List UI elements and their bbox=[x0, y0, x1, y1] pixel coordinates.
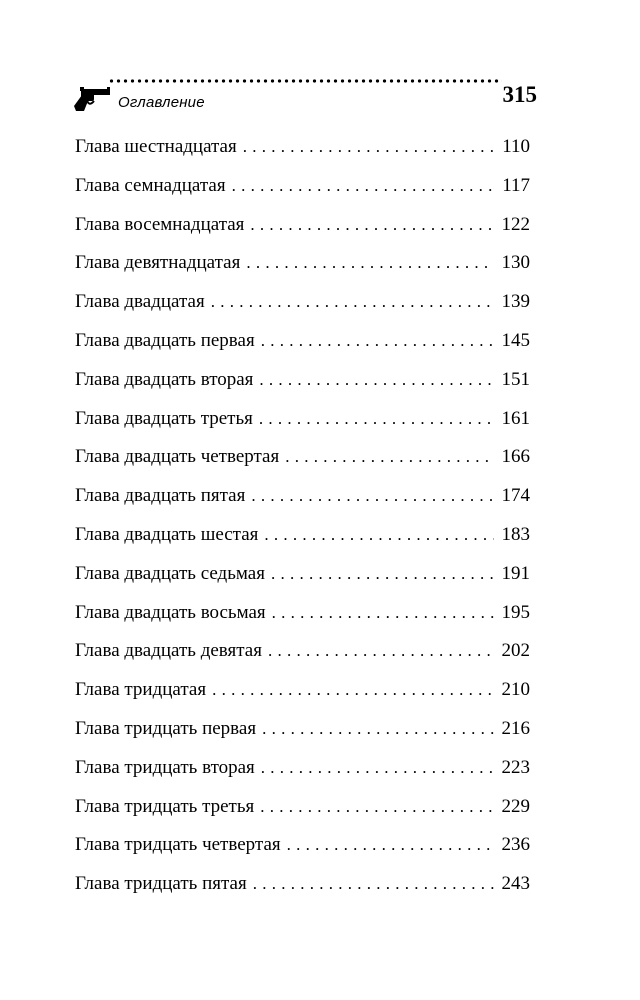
toc-dot-leader bbox=[251, 477, 494, 516]
toc-entry bbox=[75, 244, 530, 283]
toc-entry bbox=[75, 671, 530, 710]
toc-entry-title: Глава тридцать первая bbox=[75, 717, 257, 739]
toc-dot-leader bbox=[271, 555, 494, 594]
toc-entry-page-number: 110 bbox=[502, 136, 530, 157]
toc-entry bbox=[75, 438, 530, 477]
toc-dot-leader bbox=[253, 865, 494, 904]
toc-entry-page-number: 183 bbox=[501, 523, 530, 545]
running-header bbox=[70, 72, 545, 118]
toc-entry-title: Глава восемнадцатая bbox=[75, 213, 245, 235]
toc-entry-page-number: 151 bbox=[501, 368, 530, 390]
page-number: 315 bbox=[502, 82, 537, 107]
toc-dot-leader bbox=[212, 671, 494, 710]
toc-dot-leader bbox=[211, 283, 494, 322]
header-dotted-rule bbox=[108, 78, 502, 84]
toc-entry bbox=[75, 322, 530, 361]
toc-entry-page-number: 195 bbox=[501, 601, 530, 623]
toc-entry bbox=[75, 632, 530, 671]
toc-entry-title: Глава тридцать четвертая bbox=[75, 834, 281, 856]
toc-entry-page-number: 174 bbox=[501, 485, 530, 507]
toc-dot-leader bbox=[287, 826, 494, 865]
toc-entry bbox=[75, 826, 530, 865]
section-title: Оглавление bbox=[118, 94, 205, 111]
toc-entry-title: Глава двадцатая bbox=[75, 291, 205, 313]
toc-dot-leader bbox=[261, 749, 494, 788]
toc-entry-page-number: 166 bbox=[501, 446, 530, 468]
toc-dot-leader bbox=[262, 710, 494, 749]
toc-entry-page-number: 216 bbox=[501, 717, 530, 739]
toc-entry-title: Глава двадцать третья bbox=[75, 407, 253, 429]
toc-entry bbox=[75, 749, 530, 788]
toc-entry bbox=[75, 555, 530, 594]
toc-entry-page-number: 236 bbox=[501, 834, 530, 856]
toc-entry-title: Глава двадцать пятая bbox=[75, 485, 246, 507]
toc-entry-title: Глава тридцать пятая bbox=[75, 873, 247, 895]
toc-entry-page-number: 145 bbox=[501, 329, 530, 351]
toc-entry-page-number: 122 bbox=[501, 213, 530, 235]
toc-dot-leader bbox=[264, 516, 494, 555]
toc-dot-leader bbox=[259, 400, 494, 439]
toc-entry-title: Глава семнадцатая bbox=[75, 174, 226, 196]
toc-entry-title: Глава двадцать вторая bbox=[75, 368, 254, 390]
toc-entry bbox=[75, 400, 530, 439]
toc-entry bbox=[75, 594, 530, 633]
toc-entry bbox=[75, 283, 530, 322]
toc-entry-page-number: 139 bbox=[501, 291, 530, 313]
toc-entry bbox=[75, 788, 530, 827]
toc-entry-page-number: 130 bbox=[501, 252, 530, 274]
toc-dot-leader bbox=[272, 594, 494, 633]
toc-entry-page-number: 223 bbox=[501, 756, 530, 778]
toc-entry-title: Глава двадцать девятая bbox=[75, 640, 262, 662]
toc-dot-leader bbox=[268, 632, 494, 671]
toc-entry-page-number: 191 bbox=[501, 562, 530, 584]
toc-dot-leader bbox=[260, 788, 494, 827]
toc-entry-page-number: 202 bbox=[501, 640, 530, 662]
toc-entry-title: Глава девятнадцатая bbox=[75, 252, 241, 274]
revolver-icon bbox=[72, 86, 112, 112]
toc-entry bbox=[75, 516, 530, 555]
toc-dot-leader bbox=[259, 361, 494, 400]
toc-entry-title: Глава тридцать вторая bbox=[75, 756, 255, 778]
toc-entry-title: Глава двадцать первая bbox=[75, 329, 255, 351]
toc-entry-title: Глава тридцать третья bbox=[75, 795, 255, 817]
toc-dot-leader bbox=[246, 244, 494, 283]
toc-dot-leader bbox=[285, 438, 494, 477]
toc-entry-page-number: 117 bbox=[502, 174, 530, 196]
toc-entry-title: Глава шестнадцатая bbox=[75, 136, 237, 157]
toc-entry bbox=[75, 206, 530, 245]
toc-entry bbox=[75, 865, 530, 904]
table-of-contents bbox=[75, 128, 530, 904]
toc-dot-leader bbox=[232, 167, 494, 206]
toc-entry-title: Глава двадцать четвертая bbox=[75, 446, 280, 468]
toc-entry bbox=[75, 477, 530, 516]
toc-entry-title: Глава тридцатая bbox=[75, 679, 207, 701]
toc-entry-title: Глава двадцать восьмая bbox=[75, 601, 266, 623]
toc-dot-leader bbox=[250, 206, 494, 245]
toc-entry-title: Глава двадцать шестая bbox=[75, 523, 259, 545]
toc-entry-page-number: 210 bbox=[501, 679, 530, 701]
toc-entry bbox=[75, 710, 530, 749]
toc-entry bbox=[75, 167, 530, 206]
toc-entry-page-number: 161 bbox=[501, 407, 530, 429]
toc-entry bbox=[75, 128, 530, 167]
toc-dot-leader bbox=[261, 322, 494, 361]
toc-entry-title: Глава двадцать седьмая bbox=[75, 562, 265, 584]
toc-dot-leader bbox=[243, 128, 494, 167]
toc-entry bbox=[75, 361, 530, 400]
toc-entry-page-number: 243 bbox=[501, 873, 530, 895]
toc-entry-page-number: 229 bbox=[501, 795, 530, 817]
